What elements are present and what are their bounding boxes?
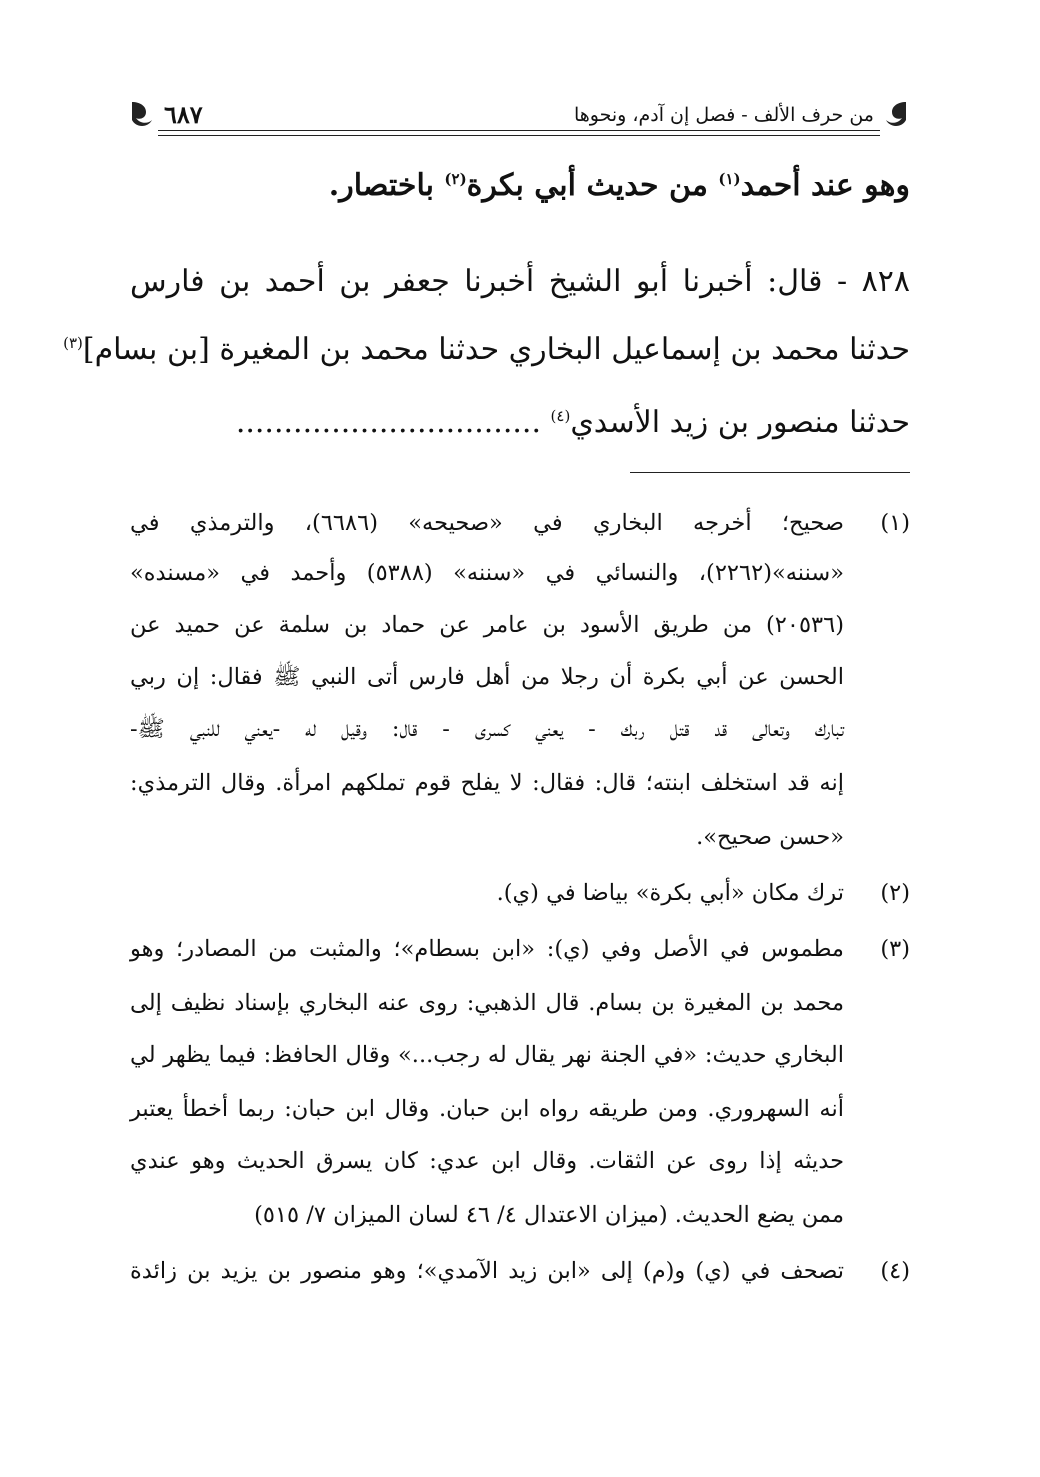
footnote-line: البخاري حديث: «في الجنة نهر يقال له رجب...» وقال الحافظ: فيما يظهر لي — [130, 1042, 844, 1068]
footnote-line: محمد بن المغيرة بن بسام. قال الذهبي: روى عنه البخاري بإسناد نظيف إلى — [130, 990, 844, 1016]
footnote-line: «سننه»(٢٢٦٢)، والنسائي في «سننه» (٥٣٨٨) وأحمد في «مسنده» — [130, 560, 844, 586]
footnote-line: «حسن صحيح». — [696, 824, 844, 850]
footnote-ref-4[interactable]: (٤) — [550, 407, 571, 425]
footnote-ref-3[interactable]: (٣) — [63, 334, 83, 352]
footnote-ref-2[interactable]: (٢) — [444, 170, 467, 188]
footnote-line: (٢٠٥٣٦) من طريق الأسود بن عامر عن حماد بن سلمة عن حميد عن — [130, 612, 844, 638]
main-line-3: حدثنا محمد بن إسماعيل البخاري حدثنا محمد بن المغيرة [بن بسام]$^{(٣)}$ — [63, 332, 910, 367]
footnote-line: أنه السهروري. ومن طريقه رواه ابن حبان. وقال ابن حبان: ربما أخطأ يعتبر — [130, 1096, 844, 1122]
ornament-right-icon — [880, 98, 910, 132]
footnote-line: ترك مكان «أبي بكرة» بياضا في (ي). — [496, 880, 844, 906]
footnote-line: إنه قد استخلف ابنته؛ قال: فقال: لا يفلح قوم تملكهم امرأة. وقال الترمذي: — [130, 770, 844, 796]
footnote-line: ممن يضع الحديث. (ميزان الاعتدال ٤/ ٤٦ لسان الميزان ٧/ ٥١٥) — [254, 1202, 844, 1228]
footnote-ref-1[interactable]: (١) — [718, 170, 741, 188]
ellipsis-dots: ................................ — [235, 405, 551, 440]
header-title: من حرف الألف - فصل إن آدم، ونحوها — [573, 104, 874, 126]
page-number: ٦٨٧ — [164, 100, 203, 129]
main-line-2: ٨٢٨ - قال: أخبرنا أبو الشيخ أخبرنا جعفر بن أحمد بن فارس — [130, 264, 910, 299]
footnote-line: مطموس في الأصل وفي (ي): «ابن بسطام»؛ والمثبت من المصادر؛ وهو — [130, 936, 844, 962]
footnote-number: (١) — [880, 510, 910, 536]
header-rule — [158, 130, 880, 136]
footnote-4 — [130, 1258, 910, 1298]
footnote-line: تبارك وتعالى قد قتل ربك - يعني كسرى - قال: وقيل له -يعني للنبي ﷺ- — [130, 716, 844, 742]
footnote-number: (٤) — [880, 1258, 910, 1284]
footnote-separator — [630, 472, 910, 473]
main-line-4: حدثنا منصور بن زيد الأسدي$^{(٤)}$ ................................ — [235, 405, 910, 440]
main-line-1: وهو عند أحمد$^{(١)}$ من حديث أبي بكرة$^{(٢)}$ باختصار. — [328, 168, 910, 203]
footnote-line: تصحف في (ي) و(م) إلى «ابن زيد الآمدي»؛ وهو منصور بن يزيد بن زائدة — [130, 1258, 844, 1284]
footnote-number: (٣) — [880, 936, 910, 962]
footnote-number: (٢) — [880, 880, 910, 906]
footnote-line: الحسن عن أبي بكرة أن رجلا من أهل فارس أتى النبي ﷺ فقال: إن ربي — [130, 664, 844, 690]
footnote-line: حديثه إذا روى عن الثقات. وقال ابن عدي: كان يسرق الحديث وهو عندي — [130, 1148, 844, 1174]
ornament-left-icon — [128, 98, 158, 132]
running-header — [128, 98, 910, 138]
footnote-3 — [130, 936, 910, 976]
footnote-line: صحيح؛ أخرجه البخاري في «صحيحه» (٦٦٨٦)، والترمذي في — [130, 510, 844, 536]
footnote-1 — [130, 510, 910, 550]
footnote-2 — [130, 880, 910, 920]
